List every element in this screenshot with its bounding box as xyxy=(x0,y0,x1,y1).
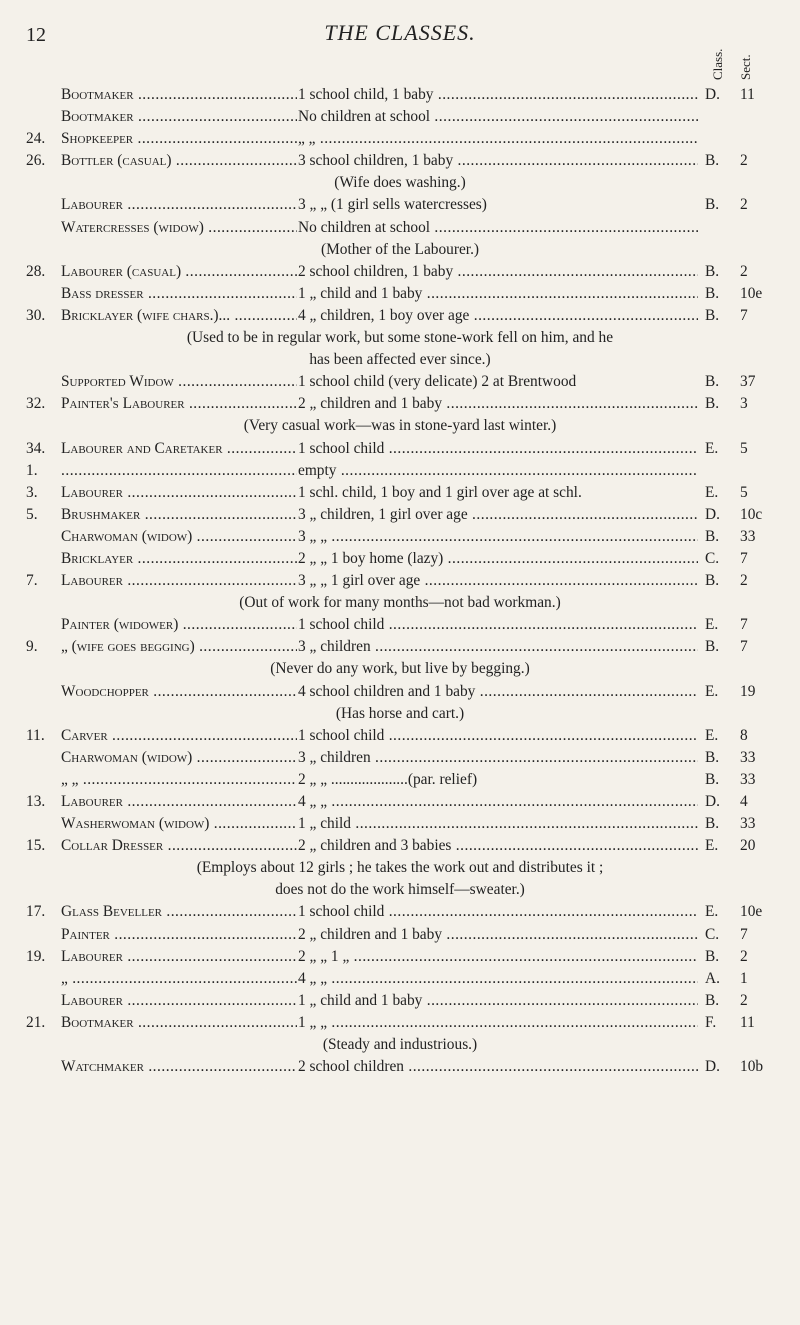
note-row xyxy=(0,239,800,261)
note-row xyxy=(0,658,800,680)
entry-description: 3 „ children, 1 girl over age ..... xyxy=(298,504,698,526)
entry-row xyxy=(0,504,800,526)
entry-description: 1 „ child ..... xyxy=(298,813,698,835)
entry-section: 10b xyxy=(740,1058,764,1076)
entry-section: 11 xyxy=(740,86,755,103)
entry-description: 3 school children, 1 baby ..... xyxy=(298,150,698,172)
entry-number: 5. xyxy=(26,505,38,523)
entry-section: 2 xyxy=(740,262,748,280)
note-row xyxy=(0,703,800,725)
entry-section: 19 xyxy=(740,682,756,700)
entry-section: 2 xyxy=(740,152,748,170)
entry-occupation: Carver ..... xyxy=(61,725,297,747)
entry-row xyxy=(0,371,800,393)
entry-class: B. xyxy=(705,262,720,280)
entry-occupation xyxy=(61,460,297,482)
entry-occupation: Painter's Labourer ..... xyxy=(61,393,297,415)
entry-class: B. xyxy=(705,748,720,766)
entry-occupation: Bass dresser ..... xyxy=(61,283,297,305)
entry-section: 33 xyxy=(740,815,756,833)
entry-row xyxy=(0,725,800,747)
entry-row xyxy=(0,968,800,990)
entry-section: 5 xyxy=(740,439,748,457)
entry-occupation: „ „ ..... xyxy=(61,769,297,791)
entry-occupation: Supported Widow ..... xyxy=(61,371,297,393)
entry-class: E. xyxy=(705,903,719,921)
entry-number: 17. xyxy=(26,903,46,921)
entry-class: E. xyxy=(705,726,719,744)
entry-description: 4 school children and 1 baby ..... xyxy=(298,681,698,703)
entry-class: B. xyxy=(705,306,720,324)
entry-row xyxy=(0,570,800,592)
entry-occupation: Painter (widower) ..... xyxy=(61,614,297,636)
entry-class: B. xyxy=(705,770,720,788)
entry-row xyxy=(0,261,800,283)
entry-occupation: „ ..... xyxy=(61,968,297,990)
entry-section: 33 xyxy=(740,527,756,545)
entry-row xyxy=(0,217,800,239)
entry-row xyxy=(0,813,800,835)
entry-note: (Never do any work, but live by begging.) xyxy=(270,660,530,678)
note-row xyxy=(0,172,800,194)
entry-description: 3 „ „ (1 girl sells watercresses) xyxy=(298,196,487,214)
entry-occupation: Labourer ..... xyxy=(61,194,297,216)
entry-section: 10c xyxy=(740,505,763,523)
entry-row xyxy=(0,150,800,172)
entry-row xyxy=(0,438,800,460)
note-row xyxy=(0,1034,800,1056)
entry-description: 1 school child ..... xyxy=(298,438,698,460)
entry-number: 11. xyxy=(26,726,45,744)
entry-class: D. xyxy=(705,793,720,810)
entry-row xyxy=(0,548,800,570)
entry-description: 1 school child ..... xyxy=(298,725,698,747)
entry-description: 3 „ children ..... xyxy=(298,747,698,769)
entry-class: B. xyxy=(705,395,720,413)
entry-row xyxy=(0,791,800,813)
entry-occupation: Collar Dresser ..... xyxy=(61,835,297,857)
entry-description: 1 schl. child, 1 boy and 1 girl over age at schl. xyxy=(298,483,582,501)
entry-row xyxy=(0,283,800,305)
entry-row xyxy=(0,681,800,703)
entry-number: 3. xyxy=(26,483,38,501)
entry-row xyxy=(0,946,800,968)
entry-number: 7. xyxy=(26,572,38,590)
entry-description: 1 „ „ ..... xyxy=(298,1012,698,1034)
entry-class: E. xyxy=(705,616,719,634)
entry-description: 1 school child ..... xyxy=(298,901,698,923)
entry-occupation: Labourer and Caretaker ..... xyxy=(61,438,297,460)
entry-row xyxy=(0,835,800,857)
entry-number: 24. xyxy=(26,130,46,148)
entry-row xyxy=(0,526,800,548)
entry-section: 2 xyxy=(740,572,748,590)
entry-class: D. xyxy=(705,86,720,103)
entry-description: empty ..... xyxy=(298,460,698,482)
entry-description: No children at school ..... xyxy=(298,217,698,239)
entry-number: 32. xyxy=(26,395,46,413)
entry-section: 7 xyxy=(740,306,748,324)
entry-row xyxy=(0,128,800,150)
entry-occupation: Painter ..... xyxy=(61,924,297,946)
entry-section: 3 xyxy=(740,395,748,413)
column-header-class: Class. xyxy=(710,48,725,80)
entry-occupation: Labourer ..... xyxy=(61,791,297,813)
entry-description: 1 „ child and 1 baby ..... xyxy=(298,283,698,305)
entry-description: 2 „ children and 1 baby ..... xyxy=(298,924,698,946)
entry-section: 7 xyxy=(740,549,748,567)
entry-number: 1. xyxy=(26,461,38,479)
entry-row xyxy=(0,990,800,1012)
entry-row xyxy=(0,460,800,482)
entry-description: „ „ ..... xyxy=(298,128,698,150)
entry-class: B. xyxy=(705,572,720,590)
entry-occupation: Labourer ..... xyxy=(61,946,297,968)
entry-description: 3 „ children ..... xyxy=(298,636,698,658)
entry-row xyxy=(0,482,800,504)
entry-occupation: Bootmaker ..... xyxy=(61,1012,297,1034)
entry-occupation: Glass Beveller ..... xyxy=(61,901,297,923)
entry-section: 11 xyxy=(740,1013,755,1031)
entry-number: 28. xyxy=(26,262,46,280)
entry-number: 26. xyxy=(26,152,46,170)
entry-number: 30. xyxy=(26,306,46,324)
note-row xyxy=(0,879,800,901)
entry-class: A. xyxy=(705,969,720,987)
entry-class: B. xyxy=(705,527,720,545)
entry-row xyxy=(0,747,800,769)
entry-occupation: Bottler (casual) ..... xyxy=(61,150,297,172)
entry-description: 2 „ children and 3 babies ..... xyxy=(298,835,698,857)
entry-section: 2 xyxy=(740,196,748,214)
entry-occupation: Labourer ..... xyxy=(61,482,297,504)
entry-class: E. xyxy=(705,837,719,855)
entry-section: 10e xyxy=(740,284,763,302)
entry-row xyxy=(0,106,800,128)
note-row xyxy=(0,349,800,371)
entry-description: 1 „ child and 1 baby ..... xyxy=(298,990,698,1012)
entry-section: 37 xyxy=(740,373,756,391)
entry-note: (Has horse and cart.) xyxy=(335,704,465,722)
entry-occupation: Labourer (casual) ..... xyxy=(61,261,297,283)
entry-row xyxy=(0,901,800,923)
entry-class: E. xyxy=(705,483,719,501)
entry-number: 13. xyxy=(26,793,46,810)
entry-class: E. xyxy=(705,682,719,700)
entry-note: (Very casual work—was in stone-yard last winter.) xyxy=(243,417,557,435)
entry-description: 1 school child ..... xyxy=(298,614,698,636)
entry-number: 9. xyxy=(26,638,38,656)
entry-occupation: Washerwoman (widow) ..... xyxy=(61,813,297,835)
entry-class: E. xyxy=(705,439,719,457)
entry-occupation: Woodchopper ..... xyxy=(61,681,297,703)
entry-number: 19. xyxy=(26,947,46,965)
entry-occupation: Labourer ..... xyxy=(61,570,297,592)
entry-section: 7 xyxy=(740,616,748,634)
entry-occupation: Shopkeeper ..... xyxy=(61,128,297,150)
entry-class: C. xyxy=(705,549,720,567)
entry-row xyxy=(0,614,800,636)
entry-section: 10e xyxy=(740,903,763,921)
entry-row xyxy=(0,194,800,216)
entry-class: B. xyxy=(705,947,720,965)
entry-occupation: Bootmaker ..... xyxy=(61,106,297,128)
entry-row xyxy=(0,924,800,946)
entry-section: 2 xyxy=(740,991,748,1009)
entry-row xyxy=(0,305,800,327)
entry-occupation: Watercresses (widow) ..... xyxy=(61,217,297,239)
entry-note: has been affected ever since.) xyxy=(309,351,491,369)
entry-row xyxy=(0,84,800,106)
entry-description: 4 „ „ ..... xyxy=(298,791,698,813)
entry-occupation: Charwoman (widow) ..... xyxy=(61,526,297,548)
entry-note: (Wife does washing.) xyxy=(334,174,466,192)
entry-number: 21. xyxy=(26,1013,46,1031)
entry-description: No children at school ..... xyxy=(298,106,698,128)
entry-class: B. xyxy=(705,152,720,170)
entry-description: 3 „ „ 1 girl over age ..... xyxy=(298,570,698,592)
entry-row xyxy=(0,769,800,791)
entry-description: 3 „ „ ..... xyxy=(298,526,698,548)
entry-description: 2 school children ..... xyxy=(298,1056,698,1078)
entry-section: 33 xyxy=(740,770,756,788)
note-row xyxy=(0,327,800,349)
entry-class: C. xyxy=(705,925,720,943)
entry-occupation: Brushmaker ..... xyxy=(61,504,297,526)
entry-row xyxy=(0,393,800,415)
entry-occupation: Bricklayer ..... xyxy=(61,548,297,570)
entry-occupation: „ (wife goes begging) ..... xyxy=(61,636,297,658)
entry-section: 2 xyxy=(740,947,748,965)
entry-class: B. xyxy=(705,815,720,833)
entry-note: (Used to be in regular work, but some stone-work fell on him, and he xyxy=(186,329,614,347)
entry-class: B. xyxy=(705,991,720,1009)
entry-class: B. xyxy=(705,638,720,656)
entry-description: 2 „ „ ....................(par. relief) xyxy=(298,770,478,788)
entry-class: B. xyxy=(705,284,720,302)
entry-class: D. xyxy=(705,1058,720,1076)
entry-section: 4 xyxy=(740,793,748,810)
entry-description: 2 school children, 1 baby ..... xyxy=(298,261,698,283)
entry-occupation: Charwoman (widow) ..... xyxy=(61,747,297,769)
entry-row xyxy=(0,1056,800,1078)
entry-note: (Employs about 12 girls ; he takes the work out and distributes it ; xyxy=(196,859,604,877)
entry-row xyxy=(0,636,800,658)
entry-description: 4 „ children, 1 boy over age ..... xyxy=(298,305,698,327)
entry-row xyxy=(0,1012,800,1034)
entry-description: 2 „ „ 1 boy home (lazy) ..... xyxy=(298,548,698,570)
entry-section: 7 xyxy=(740,638,748,656)
entry-note: does not do the work himself—sweater.) xyxy=(275,881,525,899)
entry-occupation: Bricklayer (wife chars.)... ..... xyxy=(61,305,297,327)
entry-number: 34. xyxy=(26,439,46,457)
entry-description: 2 „ „ 1 „ ..... xyxy=(298,946,698,968)
entry-section: 5 xyxy=(740,483,748,501)
entry-class: B. xyxy=(705,373,720,391)
entry-section: 33 xyxy=(740,748,756,766)
entry-section: 1 xyxy=(740,969,748,987)
entry-occupation: Labourer ..... xyxy=(61,990,297,1012)
entry-section: 20 xyxy=(740,837,756,855)
page-number: 12 xyxy=(26,24,46,46)
entry-number: 15. xyxy=(26,837,46,855)
entry-note: (Out of work for many months—not bad workman.) xyxy=(239,594,561,612)
running-title: THE CLASSES. xyxy=(324,20,476,45)
entry-class: F. xyxy=(705,1013,717,1031)
entry-class: B. xyxy=(705,196,720,214)
entry-occupation: Watchmaker ..... xyxy=(61,1056,297,1078)
entry-description: 2 „ children and 1 baby ..... xyxy=(298,393,698,415)
entry-section: 7 xyxy=(740,925,748,943)
note-row xyxy=(0,857,800,879)
column-header-sect: Sect. xyxy=(738,54,753,80)
note-row xyxy=(0,592,800,614)
entry-description: 1 school child, 1 baby ..... xyxy=(298,84,698,106)
entry-description: 4 „ „ ..... xyxy=(298,968,698,990)
entry-occupation: Bootmaker ..... xyxy=(61,84,297,106)
entry-section: 8 xyxy=(740,726,748,744)
entry-description: 1 school child (very delicate) 2 at Brentwood xyxy=(298,373,577,391)
entry-note: (Steady and industrious.) xyxy=(322,1036,478,1054)
note-row xyxy=(0,415,800,437)
entry-class: D. xyxy=(705,505,720,523)
entry-note: (Mother of the Labourer.) xyxy=(320,240,480,258)
entry-list xyxy=(0,84,800,1078)
